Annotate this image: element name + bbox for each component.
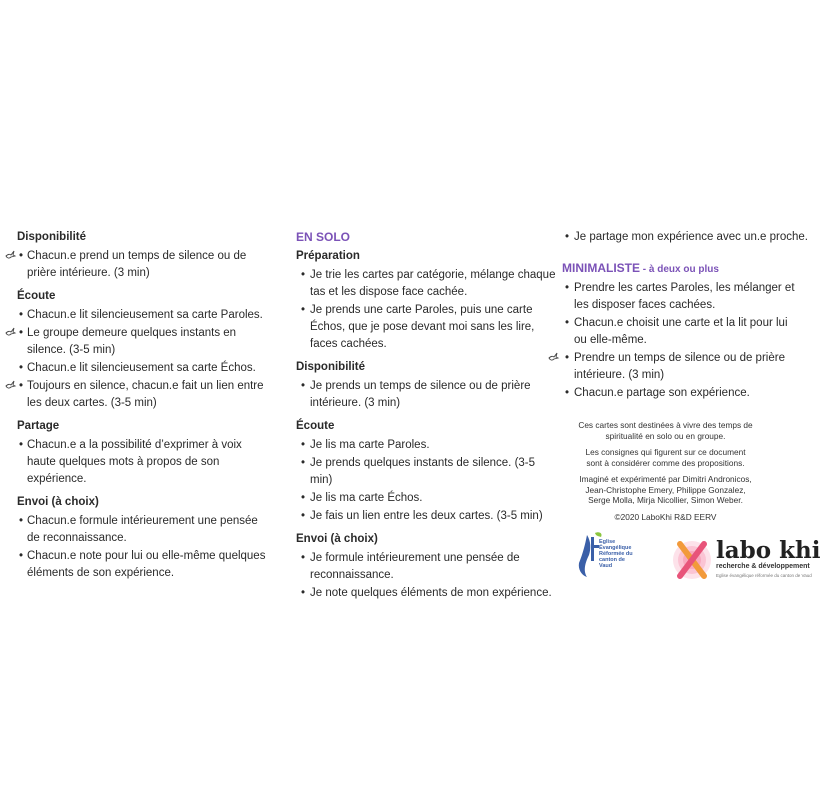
section — [296, 248, 558, 353]
section-title: Préparation — [296, 250, 360, 262]
list-item — [562, 315, 800, 349]
list-item — [296, 490, 558, 507]
item-text: Toujours en silence, chacun.e fait un lien entre les deux cartes. (3-5 min) — [27, 380, 264, 409]
item-text: Chacun.e a la possibilité d’exprimer à voix haute quelques mots à propos de son expérience. — [27, 439, 242, 485]
labo-khi-name: labo khi — [716, 537, 820, 564]
list-item — [5, 325, 267, 359]
list-item — [296, 550, 558, 584]
item-text: Chacun.e prend un temps de silence ou de prière intérieure. (3 min) — [27, 250, 247, 279]
item-text: Chacun.e choisit une carte et la lit pour lui ou elle-même. — [574, 317, 788, 346]
section-title: Écoute — [296, 420, 335, 432]
bullet: • — [19, 327, 24, 339]
item-text: Chacun.e formule intérieurement une pensée de reconnaissance. — [27, 515, 258, 544]
bullet: • — [301, 510, 306, 522]
section — [296, 531, 558, 602]
credit-line: Les consignes qui figurent sur ce document sont à considérer comme des propositions. — [585, 447, 746, 468]
item-text: Je note quelques éléments de mon expérience. — [310, 587, 552, 599]
section-title: Écoute — [17, 290, 56, 302]
credits — [578, 420, 753, 522]
list-item — [562, 229, 808, 246]
list-item — [562, 385, 800, 402]
list-item — [296, 267, 558, 301]
credit-line: Imaginé et expérimenté par Dimitri Andronicos, Jean-Christophe Emery, Philippe Gonzalez, Serge Molla, Mirja Nicollier, Simon Weber. — [579, 474, 752, 505]
list-item — [5, 378, 267, 412]
item-text: Prendre les cartes Paroles, les mélanger et les disposer faces cachées. — [574, 282, 795, 311]
column-minimaliste-instructions — [562, 229, 808, 528]
bullet: • — [301, 552, 306, 564]
bullet: • — [19, 515, 24, 527]
list-item — [296, 508, 558, 525]
section — [296, 418, 558, 525]
item-text: Je lis ma carte Échos. — [310, 492, 423, 504]
section-title: Envoi (à choix) — [17, 496, 99, 508]
bullet: • — [301, 269, 306, 281]
item-text: Je formule intérieurement une pensée de reconnaissance. — [310, 552, 520, 581]
bullet: • — [19, 309, 24, 321]
section-title: Disponibilité — [296, 361, 365, 373]
item-text: Je prends quelques instants de silence. (3-5 min) — [310, 457, 536, 486]
bullet: • — [565, 231, 570, 243]
mode-subtitle: - à deux ou plus — [640, 264, 719, 275]
section-title: Disponibilité — [17, 231, 86, 243]
bullet: • — [301, 304, 306, 316]
section — [5, 494, 267, 582]
labo-khi-circles-icon — [672, 536, 712, 584]
bullet: • — [565, 352, 570, 364]
bullet: • — [301, 439, 306, 451]
bullet: • — [301, 380, 306, 392]
bullet: • — [19, 362, 24, 374]
item-text: Je lis ma carte Paroles. — [310, 439, 430, 451]
bullet: • — [19, 439, 24, 451]
item-text: Je prends une carte Paroles, puis une carte Échos, que je pose devant moi sans les lire, faces cachées. — [310, 304, 535, 350]
list-item — [5, 307, 267, 324]
column-solo-instructions — [296, 229, 558, 608]
bullet: • — [19, 550, 24, 562]
column-group-instructions — [5, 229, 267, 588]
list-item — [296, 455, 558, 489]
dove-icon — [5, 326, 16, 343]
eerv-logo-text: Eglise Évangélique Réformée du canton de Vaud — [599, 539, 633, 569]
section — [5, 418, 267, 488]
list-item — [562, 350, 800, 384]
mode-title-text: MINIMALISTE — [562, 261, 640, 275]
credit-line: Ces cartes sont destinées à vivre des temps de spiritualité en solo ou en groupe. — [578, 420, 753, 441]
item-text: Chacun.e note pour lui ou elle-même quelques éléments de son expérience. — [27, 550, 266, 579]
bullet: • — [565, 317, 570, 329]
section-title: Envoi (à choix) — [296, 533, 378, 545]
labo-khi-subtext: Eglise évangélique réformée du canton de Vaud — [716, 573, 812, 578]
bullet: • — [19, 380, 24, 392]
dove-icon — [5, 249, 16, 266]
item-text: Je trie les cartes par catégorie, mélange chaque tas et les dispose face cachée. — [310, 269, 556, 298]
item-text: Je fais un lien entre les deux cartes. (3-5 min) — [310, 510, 543, 522]
item-text: Je partage mon expérience avec un.e proche. — [574, 231, 808, 243]
eerv-logo — [575, 531, 635, 581]
item-text: Je prends un temps de silence ou de prière intérieure. (3 min) — [310, 380, 531, 409]
section — [5, 288, 267, 412]
mode-title-minimaliste — [562, 260, 800, 278]
item-text: Chacun.e lit silencieusement sa carte Échos. — [27, 362, 256, 374]
mode-title-solo: EN SOLO — [296, 230, 351, 244]
bullet: • — [301, 587, 306, 599]
list-item — [562, 280, 800, 314]
logos — [575, 527, 820, 587]
list-item — [5, 513, 267, 547]
dove-icon — [5, 379, 16, 396]
labo-khi-tagline: recherche & développement — [716, 563, 810, 570]
bullet: • — [565, 387, 570, 399]
item-text: Chacun.e partage son expérience. — [574, 387, 750, 399]
list-item — [5, 437, 267, 488]
list-item — [296, 378, 558, 412]
dove-icon — [548, 351, 559, 368]
section-title: Partage — [17, 420, 60, 432]
item-text: Prendre un temps de silence ou de prière intérieure. (3 min) — [574, 352, 785, 381]
section — [296, 359, 558, 412]
list-item — [5, 548, 267, 582]
item-text: Le groupe demeure quelques instants en silence. (3-5 min) — [27, 327, 237, 356]
list-item — [296, 302, 558, 353]
bullet: • — [19, 250, 24, 262]
list-item — [296, 585, 558, 602]
list-item — [5, 360, 267, 377]
credit-line: ©2020 LaboKhi R&D EERV — [614, 511, 717, 522]
bullet: • — [565, 282, 570, 294]
bullet: • — [301, 457, 306, 469]
item-text: Chacun.e lit silencieusement sa carte Paroles. — [27, 309, 263, 321]
section — [5, 229, 267, 282]
list-item — [296, 437, 558, 454]
bullet: • — [301, 492, 306, 504]
list-item — [5, 248, 267, 282]
labo-khi-logo — [672, 527, 820, 587]
